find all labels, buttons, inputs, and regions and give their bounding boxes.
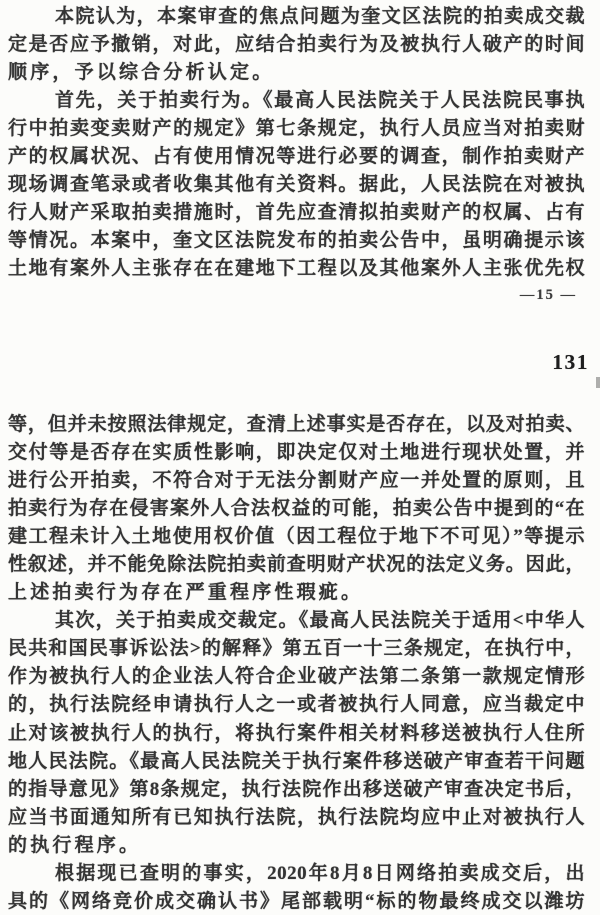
- text-line: 产的权属状况、占有使用情况等进行必要的调查，制作拍卖财产: [8, 146, 585, 168]
- text-line: 行人财产采取拍卖措施时，首先应查清拟拍卖财产的权属、占有: [8, 202, 585, 224]
- text-line: 定是否应予撤销，对此，应结合拍卖行为及被执行人破产的时间: [8, 34, 585, 56]
- text-line: 的指导意见》第8条规定，执行法院作出移送破产审查决定书后，: [8, 778, 585, 800]
- text-line: 性叙述，并不能免除法院拍卖前查明财产状况的法定义务。因此，: [8, 554, 585, 576]
- text-line: 止对该被执行人的执行，将执行案件相关材料移送被执行人住所: [8, 722, 585, 744]
- text-line: 首先，关于拍卖行为。《最高人民法院关于人民法院民事执: [55, 90, 585, 112]
- text-line: 土地有案外人主张存在在建地下工程以及其他案外人主张优先权: [8, 258, 585, 280]
- text-line: 民共和国民事诉讼法>的解释》第五百一十三条规定，在执行中，: [8, 638, 585, 660]
- page-bottom-text-block: [8, 411, 585, 915]
- text-line: 上述拍卖行为存在严重程序性瑕疵。: [8, 582, 364, 604]
- text-line: 进行公开拍卖，不符合对于无法分割财产应一并处置的原则，且: [8, 470, 585, 492]
- text-line: 现场调查笔录或者收集其他有关资料。据此，人民法院在对被执: [8, 174, 585, 196]
- text-line: 等，但并未按照法律规定，查清上述事实是否存在，以及对拍卖、: [8, 414, 585, 435]
- scan-artifact: [596, 377, 600, 388]
- text-line: 地人民法院。《最高人民法院关于执行案件移送破产审查若干问题: [8, 750, 585, 772]
- text-line: 的执行程序。: [8, 834, 142, 856]
- page-number-footer: —15 —: [519, 287, 577, 303]
- text-line: 应当书面通知所有已知执行法院，执行法院均应中止对被执行人: [8, 806, 585, 828]
- text-line: 作为被执行人的企业法人符合企业破产法第二条第一款规定情形: [8, 666, 585, 688]
- text-line: 等情况。本案中，奎文区法院发布的拍卖公告中，虽明确提示该: [8, 230, 585, 252]
- text-line: 本院认为，本案审查的焦点问题为奎文区法院的拍卖成交裁: [55, 6, 585, 27]
- text-line: 拍卖行为存在侵害案外人合法权益的可能，拍卖公告中提到的“在: [8, 498, 585, 520]
- text-line: 行中拍卖变卖财产的规定》第七条规定，执行人员应当对拍卖财: [8, 118, 585, 140]
- page-number-header: 131: [552, 350, 589, 374]
- text-line: 顺序，予以综合分析认定。: [8, 62, 275, 84]
- text-line: 具的《网络竞价成交确认书》尾部载明“标的物最终成交以潍坊: [8, 890, 585, 912]
- text-line: 交付等是否存在实质性影响，即决定仅对土地进行现状处置，并: [8, 442, 585, 464]
- page-top-text-block: [8, 3, 585, 283]
- text-line: 根据现已查明的事实，2020年8月8日网络拍卖成交后，出: [55, 862, 585, 884]
- text-line: 建工程未计入土地使用权价值（因工程位于地下不可见）”等提示: [8, 526, 585, 548]
- text-line: 的，执行法院经申请执行人之一或者被执行人同意，应当裁定中: [8, 694, 585, 716]
- text-line: 其次，关于拍卖成交裁定。《最高人民法院关于适用<中华人: [55, 610, 585, 632]
